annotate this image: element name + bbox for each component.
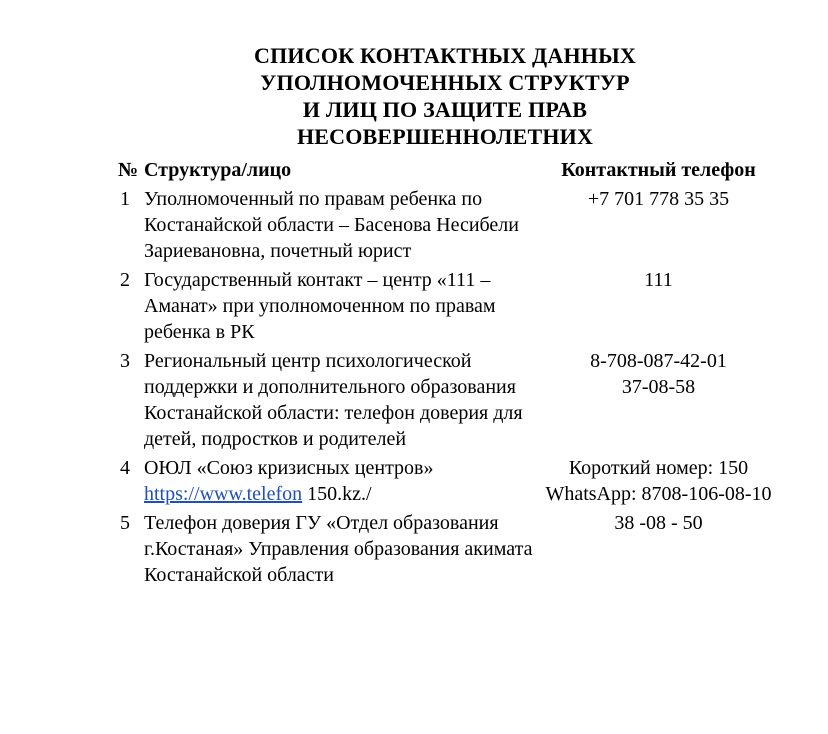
row-structure: Государственный контакт – центр «111 – Аманат» при уполномоченном по правам ребенка в РК <box>144 269 496 343</box>
table-row <box>118 267 773 348</box>
contacts-table <box>118 157 773 591</box>
row-number: 4 <box>120 457 130 479</box>
phone-number: 8-708-087-42-01 <box>590 350 727 372</box>
phone-number: +7 701 778 35 35 <box>587 188 730 210</box>
phone-number: 37-08-58 <box>621 376 696 398</box>
table-row <box>118 455 773 510</box>
row-number: 5 <box>120 512 130 534</box>
phone-number: 38 -08 - 50 <box>614 512 703 534</box>
title-line: УПОЛНОМОЧЕННЫХ СТРУКТУР <box>260 70 630 95</box>
document-title <box>180 42 710 150</box>
phone-number: 111 <box>644 269 673 291</box>
table-row <box>118 510 773 591</box>
table-row <box>118 348 773 455</box>
row-structure: Уполномоченный по правам ребенка по Костанайской области – Басенова Несибели Зариевановна, почетный юрист <box>144 188 519 262</box>
header-phone: Контактный телефон <box>561 159 756 181</box>
header-structure: Структура/лицо <box>144 159 292 181</box>
table-header-row <box>118 157 773 186</box>
website-link-suffix: 150.kz./ <box>302 483 372 505</box>
title-line: СПИСОК КОНТАКТНЫХ ДАННЫХ <box>254 43 636 68</box>
row-phone <box>544 455 773 510</box>
row-phone <box>544 348 773 455</box>
phone-number: Короткий номер: 150 <box>568 457 749 479</box>
row-phone <box>544 510 773 591</box>
header-num: № <box>118 159 139 181</box>
row-structure: Телефон доверия ГУ «Отдел образования г.Костаная» Управления образования акимата Костанайской области <box>144 512 533 586</box>
title-line: И ЛИЦ ПО ЗАЩИТЕ ПРАВ <box>302 97 588 122</box>
phone-number: WhatsApp: 8708-106-08-10 <box>545 483 772 505</box>
row-number: 1 <box>120 188 130 210</box>
row-structure <box>144 455 544 510</box>
website-link[interactable]: https://www.telefon <box>144 483 303 505</box>
row-phone <box>544 186 773 267</box>
table-row <box>118 186 773 267</box>
row-structure-text: ОЮЛ «Союз кризисных центров» <box>144 457 434 479</box>
row-phone <box>544 267 773 348</box>
title-line: НЕСОВЕРШЕННОЛЕТНИХ <box>296 124 594 149</box>
row-number: 2 <box>120 269 130 291</box>
row-structure: Региональный центр психологической поддержки и дополнительного образования Костанайской области: телефон доверия для детей, подростков и родителей <box>144 350 523 450</box>
row-number: 3 <box>120 350 130 372</box>
